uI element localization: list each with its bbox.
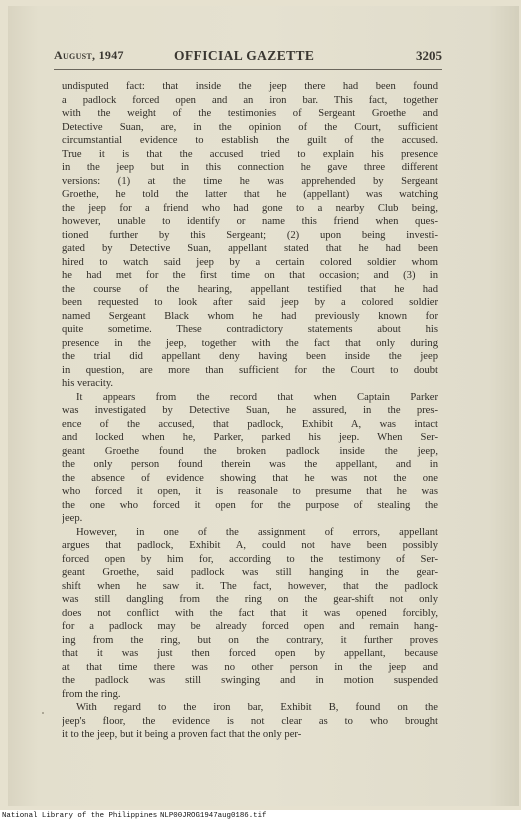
text-line: the course of the hearing, appellant testified that he had — [62, 283, 438, 295]
paragraph — [62, 526, 438, 702]
text-line: at that time there was no other person in the jeep and — [62, 661, 438, 673]
header-publication-title: OFFICIAL GAZETTE — [174, 48, 315, 63]
scan-speck — [42, 712, 44, 714]
text-line: in question, are more than sufficient for the Court to doubt — [62, 364, 438, 376]
text-line: his veracity. — [62, 378, 114, 389]
text-line: from the ring. — [62, 688, 121, 700]
text-line: gated by Detective Suan, appellant stated that he had been — [62, 243, 438, 254]
text-line: tioned further by this Sergeant; (2) upon being investi- — [62, 229, 438, 241]
text-line: hired to watch said jeep by a certain colored soldier whom — [62, 256, 438, 268]
text-line: was investigated by Detective Suan, he assured, in the pres- — [62, 405, 438, 416]
text-line: the padlock was still swinging and in motion suspended — [62, 675, 438, 686]
text-line: However, in one of the assignment of errors, appellant — [76, 526, 438, 538]
text-line: does not conflict with the fact that it was opened forcibly, — [62, 607, 438, 619]
text-line: ing from the ring, but on the contrary, it further proves — [62, 634, 438, 646]
paragraph — [62, 391, 438, 526]
text-line: that it was just then forced open by appellant, because — [62, 648, 438, 659]
text-line: forced open by him for, according to the testimony of Ser- — [62, 553, 438, 565]
text-line: the absence of evidence showing that he was not the one — [62, 472, 438, 484]
text-line: the only person found therein was the appellant, and in — [62, 459, 438, 470]
text-line: it to the jeep, but it being a proven fact that the only per- — [62, 729, 302, 740]
text-line: been requested to look after said jeep by a colored soldier — [62, 297, 438, 308]
text-line: It appears from the record that when Captain Parker — [76, 391, 438, 403]
text-line: Groethe, he told the latter that he (appellant) was watching — [62, 189, 438, 200]
header-date: August, 1947 — [54, 48, 124, 62]
text-line: presence in the jeep, together with the fact that only during — [62, 337, 438, 349]
text-line: geant Groethe found the broken padlock inside the jeep, — [62, 445, 438, 457]
text-line: the one who forced it open for the purpose of stealing the — [62, 499, 438, 511]
text-line: circumstantial evidence to establish the guilt of the accused. — [62, 135, 438, 146]
text-line: quite sometime. These contradictory statements about his — [62, 324, 438, 335]
text-line: the trial did appellant deny having been inside the jeep — [62, 351, 438, 362]
text-line: the jeep for a friend who had gone to a nearby Club being, — [62, 202, 438, 214]
footer-file-name: NLP00JROG1947aug0186.tif — [160, 812, 267, 820]
paragraph — [62, 701, 438, 742]
text-line: for a padlock may be already forced open and remain hang- — [62, 621, 438, 632]
page-header — [54, 48, 442, 66]
text-line: was still dangling from the ring on the gear-shift not only — [62, 594, 438, 605]
text-line: ence of the accused, that padlock, Exhibit A, was intact — [62, 418, 438, 430]
text-line: in the jeep but in this connection he gave three different — [62, 162, 438, 173]
text-line: undisputed fact: that inside the jeep there had been found — [62, 81, 438, 92]
text-line: jeep's floor, the evidence is not clear as to who brought — [62, 715, 438, 727]
header-page-number: 3205 — [416, 48, 442, 63]
paragraph — [62, 80, 438, 391]
body-text — [62, 80, 438, 742]
footer-library-name: National Library of the Philippines — [2, 812, 158, 820]
text-line: named Sergeant Black whom he had previously known for — [62, 310, 438, 322]
text-line: True it is that the accused tried to explain his presence — [62, 148, 438, 160]
text-line: With regard to the iron bar, Exhibit B, found on the — [76, 702, 438, 713]
scan-footer — [0, 810, 521, 822]
text-line: argues that padlock, Exhibit A, could not have been possibly — [62, 540, 438, 551]
text-line: Detective Suan, are, in the opinion of the Court, sufficient — [62, 121, 438, 133]
text-line: with the weight of the testimonies of Sergeant Groethe and — [62, 108, 438, 119]
text-line: jeep. — [62, 513, 83, 524]
text-line: geant Groethe, said padlock was still hanging in the gear- — [62, 567, 438, 578]
text-line: he had met for the first time on that occasion; and (3) in — [62, 270, 438, 281]
text-line: who forced it open, it is reasonale to presume that he was — [62, 486, 438, 497]
text-line: versions: (1) at the time he was apprehended by Sergeant — [62, 175, 438, 187]
text-line: and locked when he, Parker, parked his jeep. When Ser- — [62, 432, 438, 443]
text-line: however, unable to identify or name this friend when ques- — [62, 216, 438, 227]
text-line: a padlock forced open and an iron bar. This fact, together — [62, 94, 438, 106]
header-rule — [54, 69, 442, 70]
text-line: shift when he saw it. The fact, however, that the padlock — [62, 580, 438, 592]
